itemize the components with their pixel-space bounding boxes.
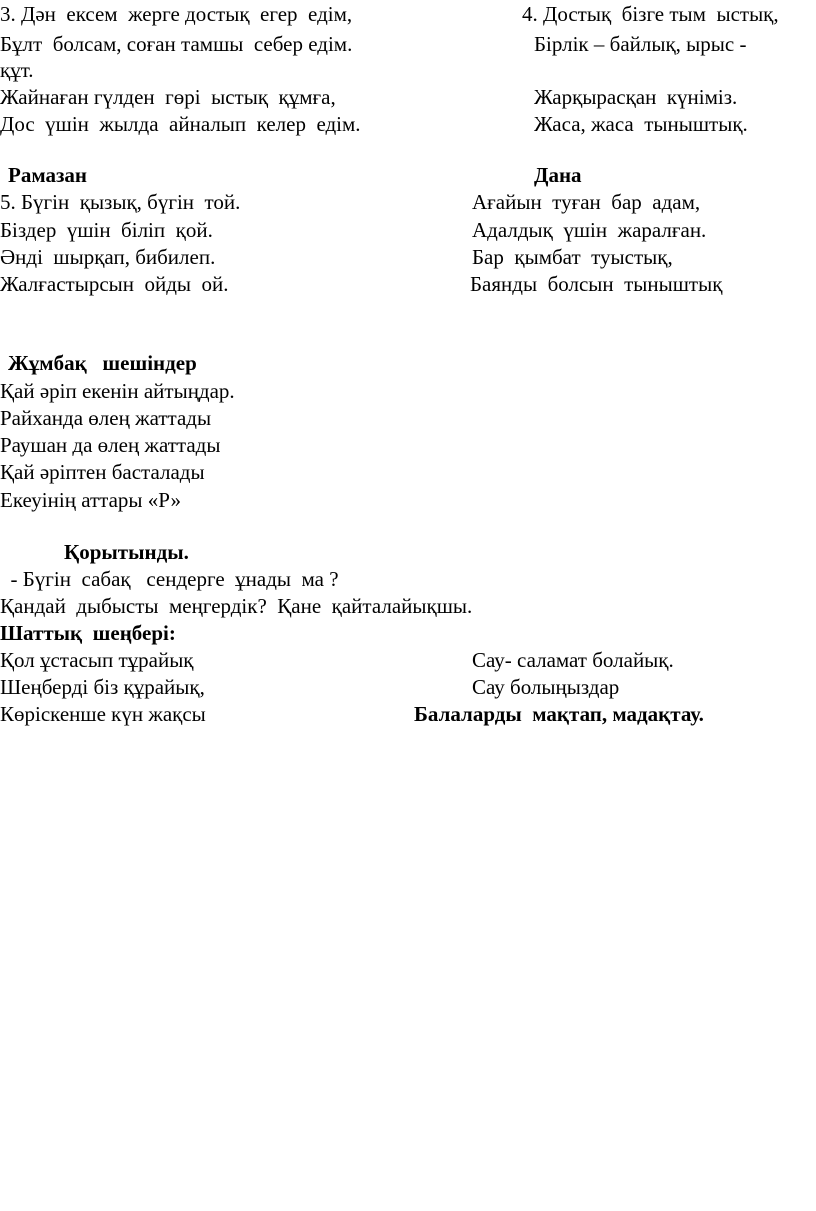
- poem4-line-1: 4. Достық бізге тым ыстық,: [522, 2, 779, 26]
- poem3-line-1: 3. Дән ексем жерге достық егер едім,: [0, 2, 353, 26]
- poem3-line-2: Бұлт болсам, соған тамшы себер едім.: [0, 32, 353, 56]
- poem4-line-3: Жарқырасқан күніміз.: [534, 85, 738, 109]
- poem6-line-3: Бар қымбат туыстық,: [472, 245, 673, 269]
- closing-remark: Балаларды мақтап, мадақтау.: [414, 702, 704, 726]
- poem5-line-4: Жалғастырсын ойды ой.: [0, 272, 229, 296]
- poem4-author: Дана: [534, 163, 582, 187]
- conclusion-title: Қорытынды.: [64, 540, 189, 564]
- joy-circle-left-line-2: Шеңберді біз құрайық,: [0, 675, 205, 699]
- joy-circle-left-line-3: Көріскенше күн жақсы: [0, 702, 206, 726]
- joy-circle-left-line-1: Қол ұстасып тұрайық: [0, 648, 194, 672]
- joy-circle-title: Шаттық шеңбері:: [0, 621, 176, 645]
- joy-circle-right-line-1: Сау- саламат болайық.: [472, 648, 674, 672]
- riddle-title: Жұмбақ шешіндер: [8, 351, 197, 375]
- joy-circle-right-line-2: Сау болыңыздар: [472, 675, 620, 699]
- poem6-line-1: Ағайын туған бар адам,: [472, 190, 701, 214]
- poem5-line-2: Біздер үшін біліп қой.: [0, 218, 213, 242]
- riddle-line-4: Қай әріптен басталады: [0, 460, 205, 484]
- poem5-line-3: Әнді шырқап, бибилеп.: [0, 245, 216, 269]
- poem4-line-4: Жаса, жаса тыныштық.: [534, 112, 748, 136]
- riddle-line-3: Раушан да өлең жаттады: [0, 433, 221, 457]
- poem6-line-2: Адалдық үшін жаралған.: [472, 218, 707, 242]
- riddle-line-5: Екеуінің аттары «Р»: [0, 488, 181, 512]
- poem5-line-1: 5. Бүгін қызық, бүгін той.: [0, 190, 241, 214]
- poem3-author: Рамазан: [8, 163, 88, 187]
- poem3-line-5: Дос үшін жылда айналып келер едім.: [0, 112, 361, 136]
- conclusion-line-1: - Бүгін сабақ сендерге ұнады ма ?: [0, 567, 339, 591]
- poem3-line-3: құт.: [0, 58, 34, 82]
- poem4-line-2: Бірлік – байлық, ырыс -: [534, 32, 747, 56]
- conclusion-line-2: Қандай дыбысты меңгердік? Қане қайталайықшы.: [0, 594, 473, 618]
- poem6-line-4: Баянды болсын тыныштық: [470, 272, 723, 296]
- riddle-line-1: Қай әріп екенін айтыңдар.: [0, 379, 235, 403]
- riddle-line-2: Райханда өлең жаттады: [0, 406, 212, 430]
- poem3-line-4: Жайнаған гүлден гөрі ыстық құмға,: [0, 85, 336, 109]
